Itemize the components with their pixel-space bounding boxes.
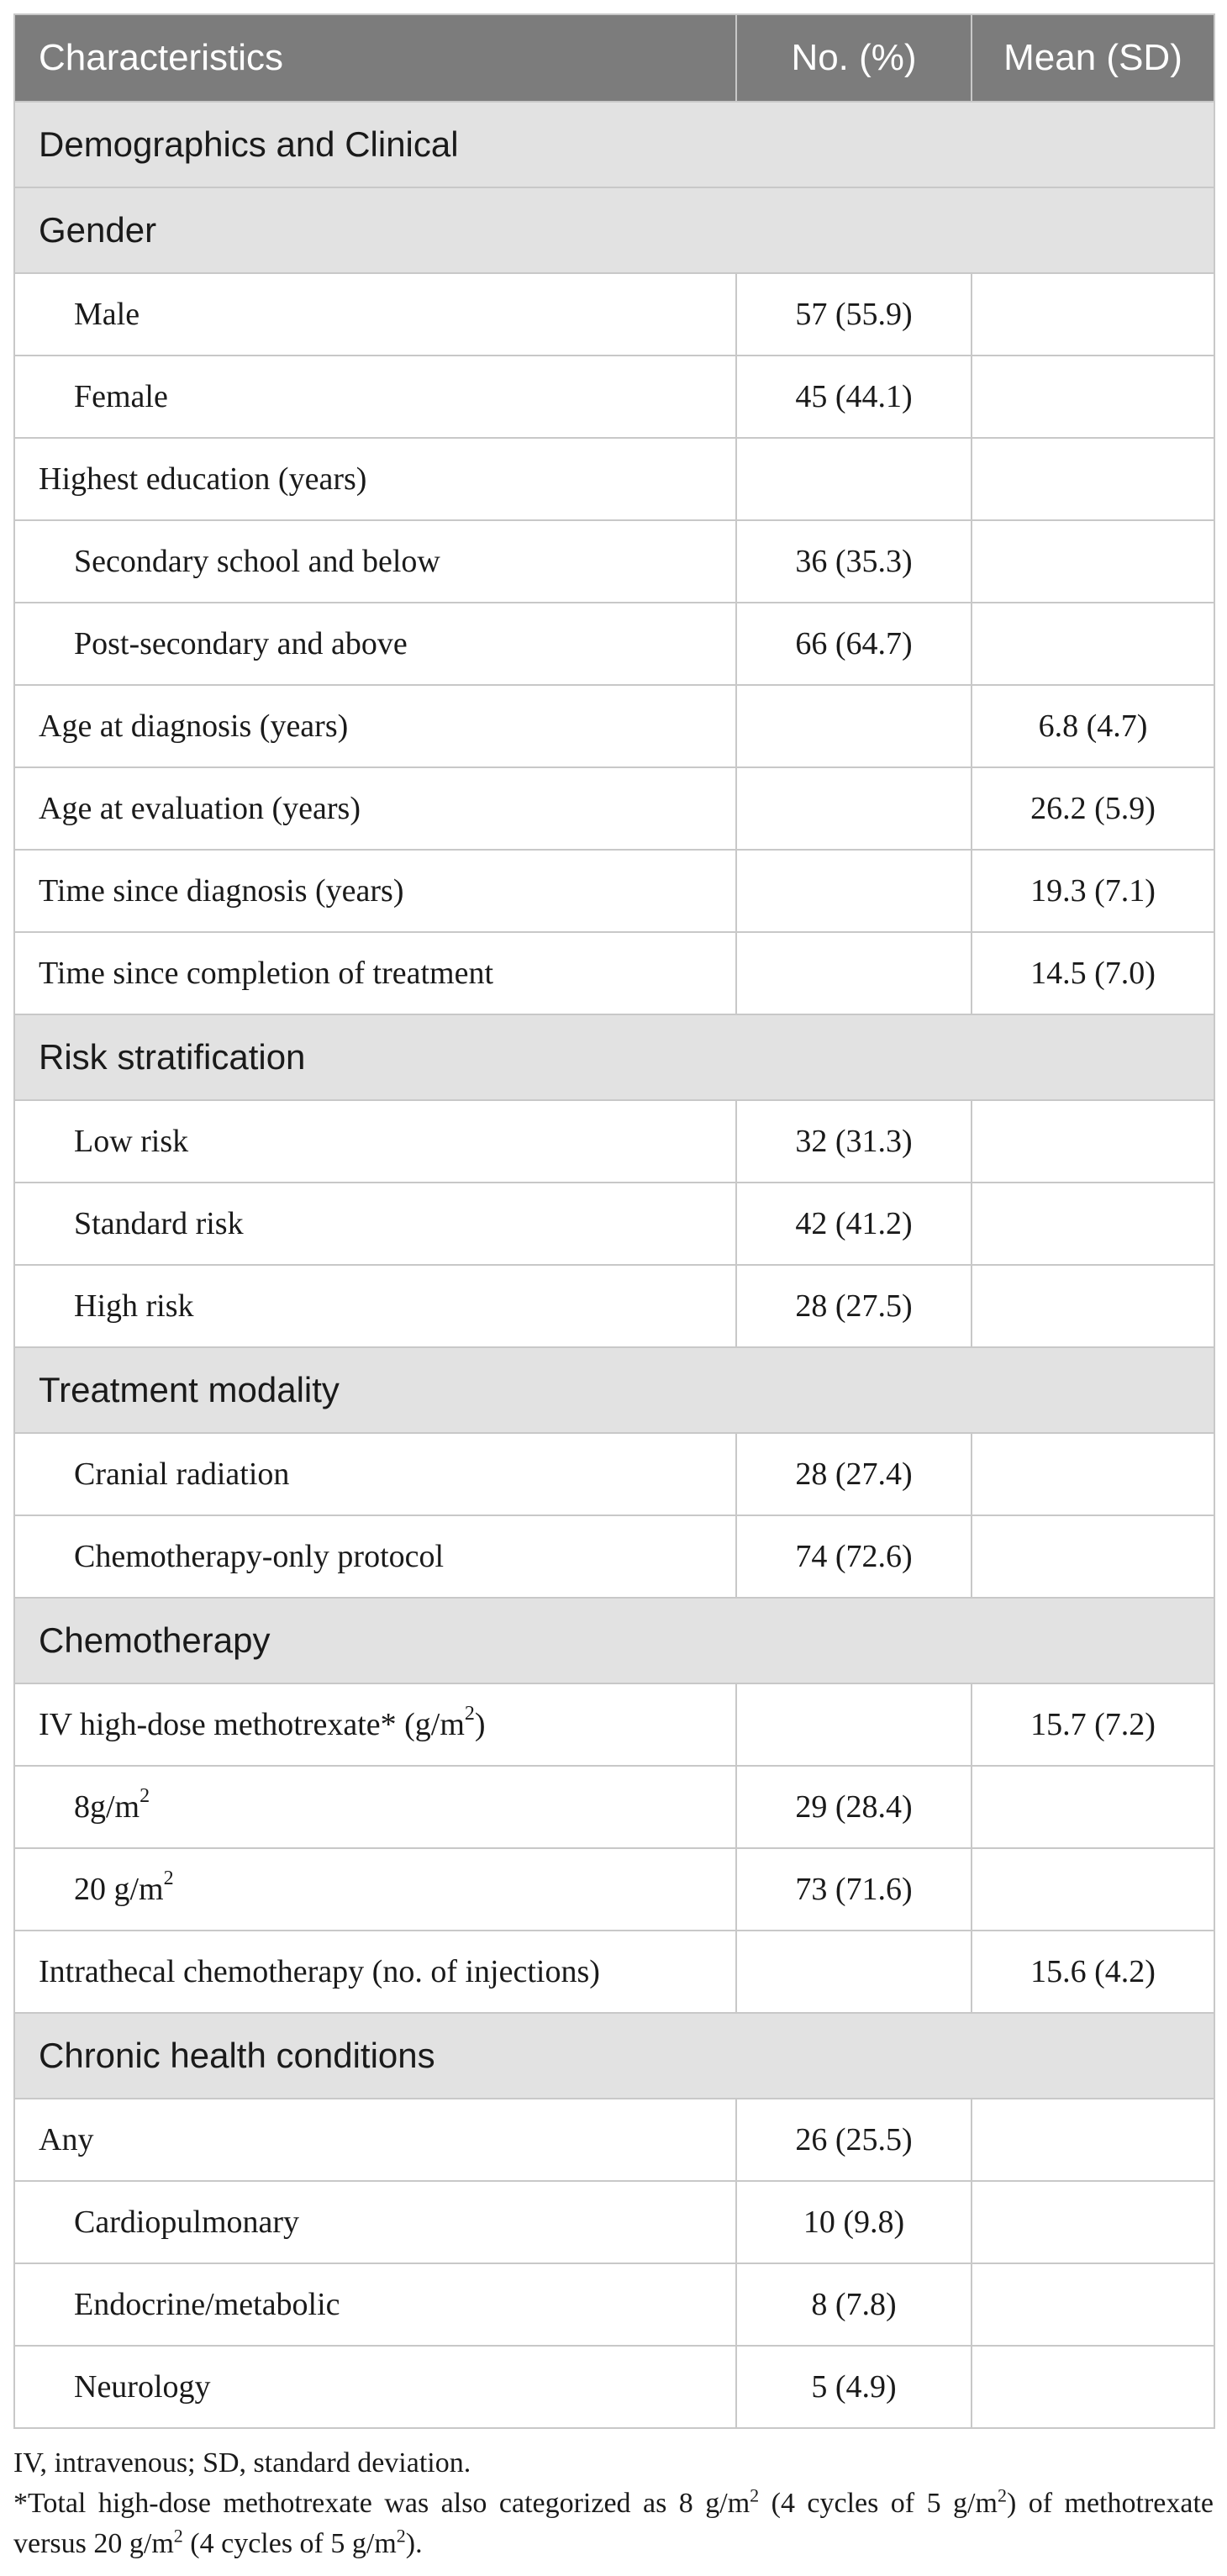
header-count-percent: No. (%) (736, 14, 972, 102)
header-characteristics: Characteristics (14, 14, 736, 102)
mean-sd-cell (972, 1848, 1214, 1931)
characteristics-table (13, 13, 1215, 2429)
count-percent-cell (736, 685, 972, 767)
section-label: Demographics and Clinical (14, 102, 1214, 187)
table-row (14, 520, 1214, 603)
row-label: Endocrine/metabolic (14, 2263, 736, 2346)
count-percent-cell (736, 932, 972, 1014)
count-percent-cell: 36 (35.3) (736, 520, 972, 603)
count-percent-cell (736, 438, 972, 520)
row-label: Female (14, 356, 736, 438)
count-percent-cell: 32 (31.3) (736, 1100, 972, 1183)
row-label: Highest education (years) (14, 438, 736, 520)
count-percent-cell: 57 (55.9) (736, 273, 972, 356)
section-row (14, 187, 1214, 273)
row-label: 20 $g/m^2$ (14, 1848, 736, 1931)
table-row (14, 1848, 1214, 1931)
mean-sd-cell (972, 2099, 1214, 2181)
header-mean-sd: Mean (SD) (972, 14, 1214, 102)
mean-sd-cell (972, 1515, 1214, 1598)
mean-sd-cell (972, 1766, 1214, 1848)
row-label: Post-secondary and above (14, 603, 736, 685)
count-percent-cell: 28 (27.4) (736, 1433, 972, 1515)
section-row (14, 2013, 1214, 2099)
count-percent-cell: 10 (9.8) (736, 2181, 972, 2263)
row-label: IV high-dose methotrexate* $(g/m^2)$ (14, 1683, 736, 1766)
mean-sd-cell: 15.7 (7.2) (972, 1683, 1214, 1766)
row-label: Time since diagnosis (years) (14, 850, 736, 932)
table-row (14, 1683, 1214, 1766)
table-row (14, 2346, 1214, 2428)
mean-sd-cell: 14.5 (7.0) (972, 932, 1214, 1014)
mean-sd-cell: 6.8 (4.7) (972, 685, 1214, 767)
mean-sd-cell (972, 438, 1214, 520)
mean-sd-cell: 26.2 (5.9) (972, 767, 1214, 850)
count-percent-cell (736, 767, 972, 850)
mean-sd-cell (972, 1433, 1214, 1515)
table-row (14, 1183, 1214, 1265)
row-label: Intrathecal chemotherapy (no. of injections) (14, 1931, 736, 2013)
abbreviations-note: IV, intravenous; SD, standard deviation. (13, 2447, 471, 2479)
row-label: Male (14, 273, 736, 356)
row-label: Age at evaluation (years) (14, 767, 736, 850)
count-percent-cell (736, 1683, 972, 1766)
section-row (14, 1598, 1214, 1683)
table-row (14, 1433, 1214, 1515)
table-row (14, 356, 1214, 438)
table-row (14, 767, 1214, 850)
table-row (14, 2263, 1214, 2346)
row-label: Cranial radiation (14, 1433, 736, 1515)
table-row (14, 1265, 1214, 1347)
table-row (14, 2099, 1214, 2181)
count-percent-cell: 28 (27.5) (736, 1265, 972, 1347)
row-label: Cardiopulmonary (14, 2181, 736, 2263)
row-label: Low risk (14, 1100, 736, 1183)
table-footnotes (13, 2443, 1214, 2564)
row-label: Neurology (14, 2346, 736, 2428)
table-row (14, 932, 1214, 1014)
section-label: Risk stratification (14, 1014, 1214, 1100)
count-percent-cell: 8 (7.8) (736, 2263, 972, 2346)
row-label: High risk (14, 1265, 736, 1347)
methotrexate-note: *Total high-dose methotrexate was also categorized as 8 $g/m^2$ (4 cycles of 5 $g/m^2$) of methotrexate versus 20 $g/m^2$ (4 cycles of 5 $g/m^2$). (13, 2484, 1214, 2559)
mean-sd-cell: 19.3 (7.1) (972, 850, 1214, 932)
section-label: Gender (14, 187, 1214, 273)
count-percent-cell: 5 (4.9) (736, 2346, 972, 2428)
row-label: Standard risk (14, 1183, 736, 1265)
count-percent-cell: 26 (25.5) (736, 2099, 972, 2181)
row-label: Time since completion of treatment (14, 932, 736, 1014)
count-percent-cell: 45 (44.1) (736, 356, 972, 438)
row-label: Chemotherapy-only protocol (14, 1515, 736, 1598)
table-row (14, 1515, 1214, 1598)
count-percent-cell: 42 (41.2) (736, 1183, 972, 1265)
count-percent-cell: 29 (28.4) (736, 1766, 972, 1848)
section-label: Chronic health conditions (14, 2013, 1214, 2099)
mean-sd-cell (972, 2263, 1214, 2346)
mean-sd-cell: 15.6 (4.2) (972, 1931, 1214, 2013)
section-label: Treatment modality (14, 1347, 1214, 1433)
count-percent-cell: 66 (64.7) (736, 603, 972, 685)
mean-sd-cell (972, 356, 1214, 438)
row-label: $8g/m^2$ (14, 1766, 736, 1848)
table-body (14, 102, 1214, 2428)
table-row (14, 438, 1214, 520)
mean-sd-cell (972, 1183, 1214, 1265)
row-label: Any (14, 2099, 736, 2181)
row-label: Secondary school and below (14, 520, 736, 603)
section-label: Chemotherapy (14, 1598, 1214, 1683)
table-row (14, 1766, 1214, 1848)
section-row (14, 1347, 1214, 1433)
table-row (14, 850, 1214, 932)
table-row (14, 1931, 1214, 2013)
mean-sd-cell (972, 1100, 1214, 1183)
table-row (14, 685, 1214, 767)
table-row (14, 603, 1214, 685)
section-row (14, 1014, 1214, 1100)
mean-sd-cell (972, 520, 1214, 603)
count-percent-cell (736, 1931, 972, 2013)
mean-sd-cell (972, 603, 1214, 685)
table-row (14, 1100, 1214, 1183)
table-row (14, 2181, 1214, 2263)
count-percent-cell: 73 (71.6) (736, 1848, 972, 1931)
mean-sd-cell (972, 273, 1214, 356)
count-percent-cell: 74 (72.6) (736, 1515, 972, 1598)
table-row (14, 273, 1214, 356)
header-row (14, 14, 1214, 102)
row-label: Age at diagnosis (years) (14, 685, 736, 767)
mean-sd-cell (972, 2181, 1214, 2263)
section-row (14, 102, 1214, 187)
mean-sd-cell (972, 1265, 1214, 1347)
mean-sd-cell (972, 2346, 1214, 2428)
count-percent-cell (736, 850, 972, 932)
